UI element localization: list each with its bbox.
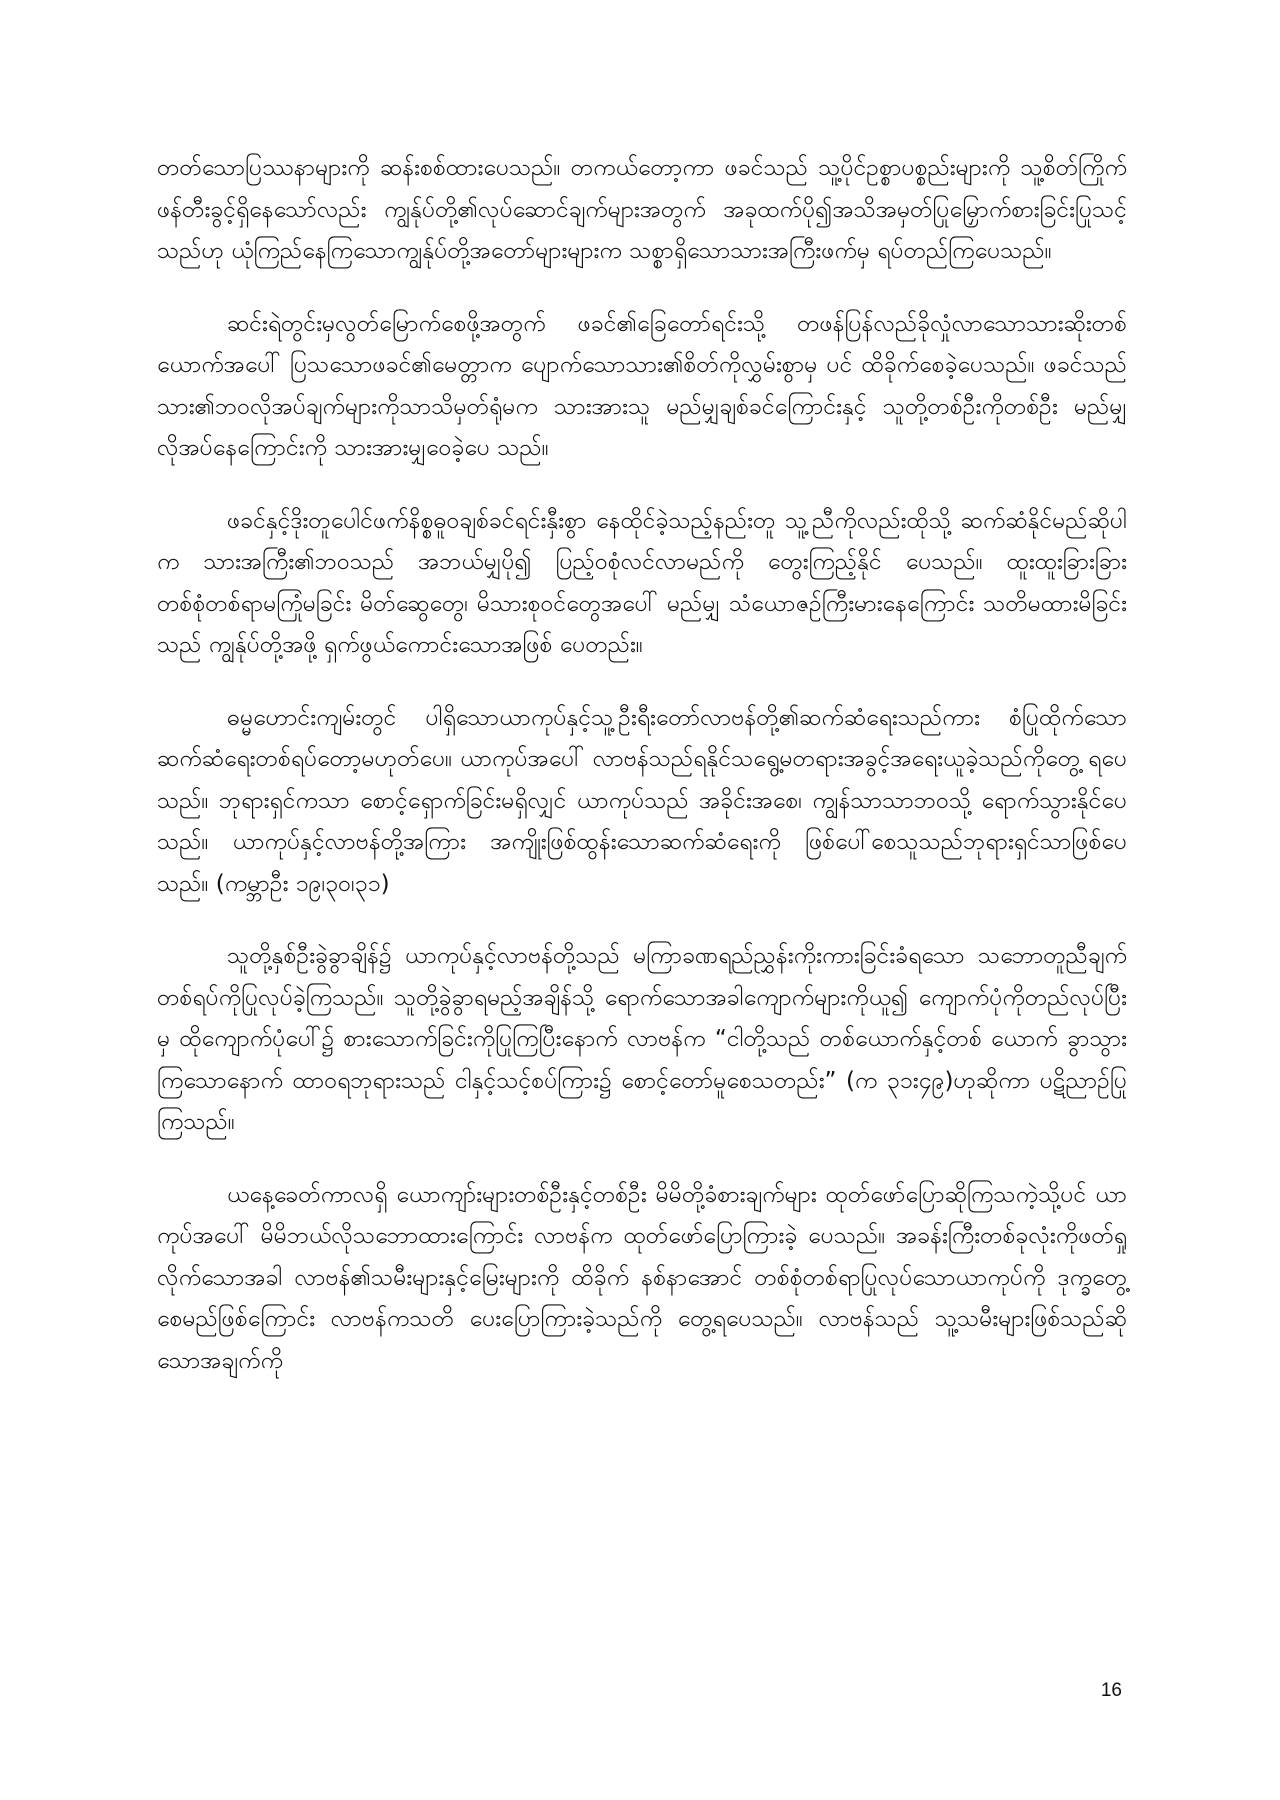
paragraph-5: သူတို့နှစ်ဦးခွဲခွာချိန်၌ ယာကုပ်နှင့်လာဗန်တို့သည် မကြာခဏရည်ညွှန်းကိုးကားခြင်းခံရသော သဘောတူညီချက်တစ်ရပ်ကိုပြုလုပ်ခဲ့ကြသည်။ သူတို့ခွဲခွာရမည့်အချိန်သို့ ရောက်သောအခါကျောက်များကိုယူ၍ ကျောက်ပုံကိုတည်လုပ်ပြီးမှ ထိုကျောက်ပုံပေါ်၌ စားသောက်ခြင်းကိုပြုကြပြီးနောက် လာဗန်က “ငါတို့သည် တစ်ယောက်နှင့်တစ် ယောက် ခွာသွားကြသောနောက် ထာဝရဘုရားသည် ငါနှင့်သင့်စပ်ကြား၌ စောင့်တော်မူစေသတည်း” (က ၃၁း၄၉)ဟုဆိုကာ ပဋိညာဉ်ပြုကြသည်။ — [157, 943, 1127, 1135]
paragraph-6: ယနေ့ခေတ်ကာလရှိ ယောကျာ်းများတစ်ဦးနှင့်တစ်ဦး မိမိတို့ခံစားချက်များ ထုတ်ဖော်ပြောဆိုကြသကဲ့သို့ပင် ယာကုပ်အပေါ် မိမိဘယ်လိုသဘောထားကြောင်း လာဗန်က ထုတ်ဖော်ပြောကြားခဲ့ ပေသည်။ အခန်းကြီးတစ်ခုလုံးကိုဖတ်ရှုလိုက်သောအခါ လာဗန်၏သမီးများနှင့်မြေးများကို ထိခိုက် နစ်နာအောင် တစ်စုံတစ်ရာပြုလုပ်သောယာကုပ်ကို ဒုက္ခတွေ့စေမည်ဖြစ်ကြောင်း လာဗန်ကသတိ ပေးပြောကြားခဲ့သည်ကို တွေ့ရပေသည်။ လာဗန်သည် သူ့သမီးများဖြစ်သည်ဆိုသောအချက်ကို — [157, 1181, 1127, 1374]
paragraph-2: ဆင်းရဲတွင်းမှလွတ်မြောက်စေဖို့အတွက် ဖခင်၏ခြေတော်ရင်းသို့ တဖန်ပြန်လည်ခိုလှုံလာသောသားဆိုးတစ်ယောက်အပေါ် ပြသသောဖခင်၏မေတ္တာက ပျောက်သောသား၏စိတ်ကိုလွှမ်းစွာမှ ပင် ထိခိုက်စေခဲ့ပေသည်။ ဖခင်သည် သား၏ဘဝလိုအပ်ချက်များကိုသာသိမှတ်ရုံမက သားအားသူ မည်မျှချစ်ခင်ကြောင်းနှင့် သူတို့တစ်ဦးကိုတစ်ဦး မည်မျှလိုအပ်နေကြောင်းကို သားအားမျှဝေခဲ့ပေ သည်။ — [157, 310, 1127, 461]
body-text — [157, 148, 1127, 1413]
paragraph-4: ဓမ္မဟောင်းကျမ်းတွင် ပါရှိသောယာကုပ်နှင့်သူ့ဦးရီးတော်လာဗန်တို့၏ဆက်ဆံရေးသည်ကား စံပြုထိုက်သောဆက်ဆံရေးတစ်ရပ်တော့မဟုတ်ပေ။ ယာကုပ်အပေါ် လာဗန်သည်ရနိုင်သရွေ့မတရားအခွင့်အရေးယူခဲ့သည်ကိုတွေ့ ရပေသည်။ ဘုရားရှင်ကသာ စောင့်ရှောက်ခြင်းမရှိလျှင် ယာကုပ်သည် အခိုင်းအစေ၊ ကျွန်သာသာဘဝသို့ ရောက်သွားနိုင်ပေသည်။ ယာကုပ်နှင့်လာဗန်တို့အကြား အကျိုးဖြစ်ထွန်းသောဆက်ဆံရေးကို ဖြစ်ပေါ်စေသူသည်ဘုရားရှင်သာဖြစ်ပေသည်။ (ကမ္ဘာဦး ၁၉၊၃၀၊၃၁) — [157, 704, 1127, 897]
page-number: 16 — [1100, 1680, 1122, 1701]
paragraph-1: တတ်သောပြဿနာများကို ဆန်းစစ်ထားပေသည်။ တကယ်တော့ကာ ဖခင်သည် သူ့ပိုင်ဥစ္စာပစ္စည်းများကို သူ့စိတ်ကြိုက်ဖန်တီးခွင့်ရှိနေသော်လည်း ကျွန်ုပ်တို့၏လုပ်ဆောင်ချက်များအတွက် အခုထက်ပို၍အသိအမှတ်ပြုမြှောက်စားခြင်းပြုသင့်သည်ဟု ယုံကြည်နေကြသောကျွန်ုပ်တို့အတော်များများက သစ္စာရှိသောသားအကြီးဖက်မှ ရပ်တည်ကြပေသည်။ — [157, 155, 1127, 264]
paragraph-3: ဖခင်နှင့်ဒိုးတူပေါင်ဖက်နိစ္စဓူဝချစ်ခင်ရင်းနှီးစွာ နေထိုင်ခဲ့သည့်နည်းတူ သူ့ညီကိုလည်းထိုသို့ ဆက်ဆံနိုင်မည်ဆိုပါက သားအကြီး၏ဘဝသည် အဘယ်မျှပို၍ ပြည့်ဝစုံလင်လာမည်ကို တွေးကြည့်နိုင် ပေသည်။ ထူးထူးခြားခြား တစ်စုံတစ်ရာမကြုံမခြင်း မိတ်ဆွေတွေ၊ မိသားစုဝင်တွေအပေါ် မည်မျှ သံယောဇဉ်ကြီးမားနေကြောင်း သတိမထားမိခြင်းသည် ကျွန်ုပ်တို့အဖို့ ရှက်ဖွယ်ကောင်းသောအဖြစ် ပေတည်း။ — [157, 507, 1127, 658]
